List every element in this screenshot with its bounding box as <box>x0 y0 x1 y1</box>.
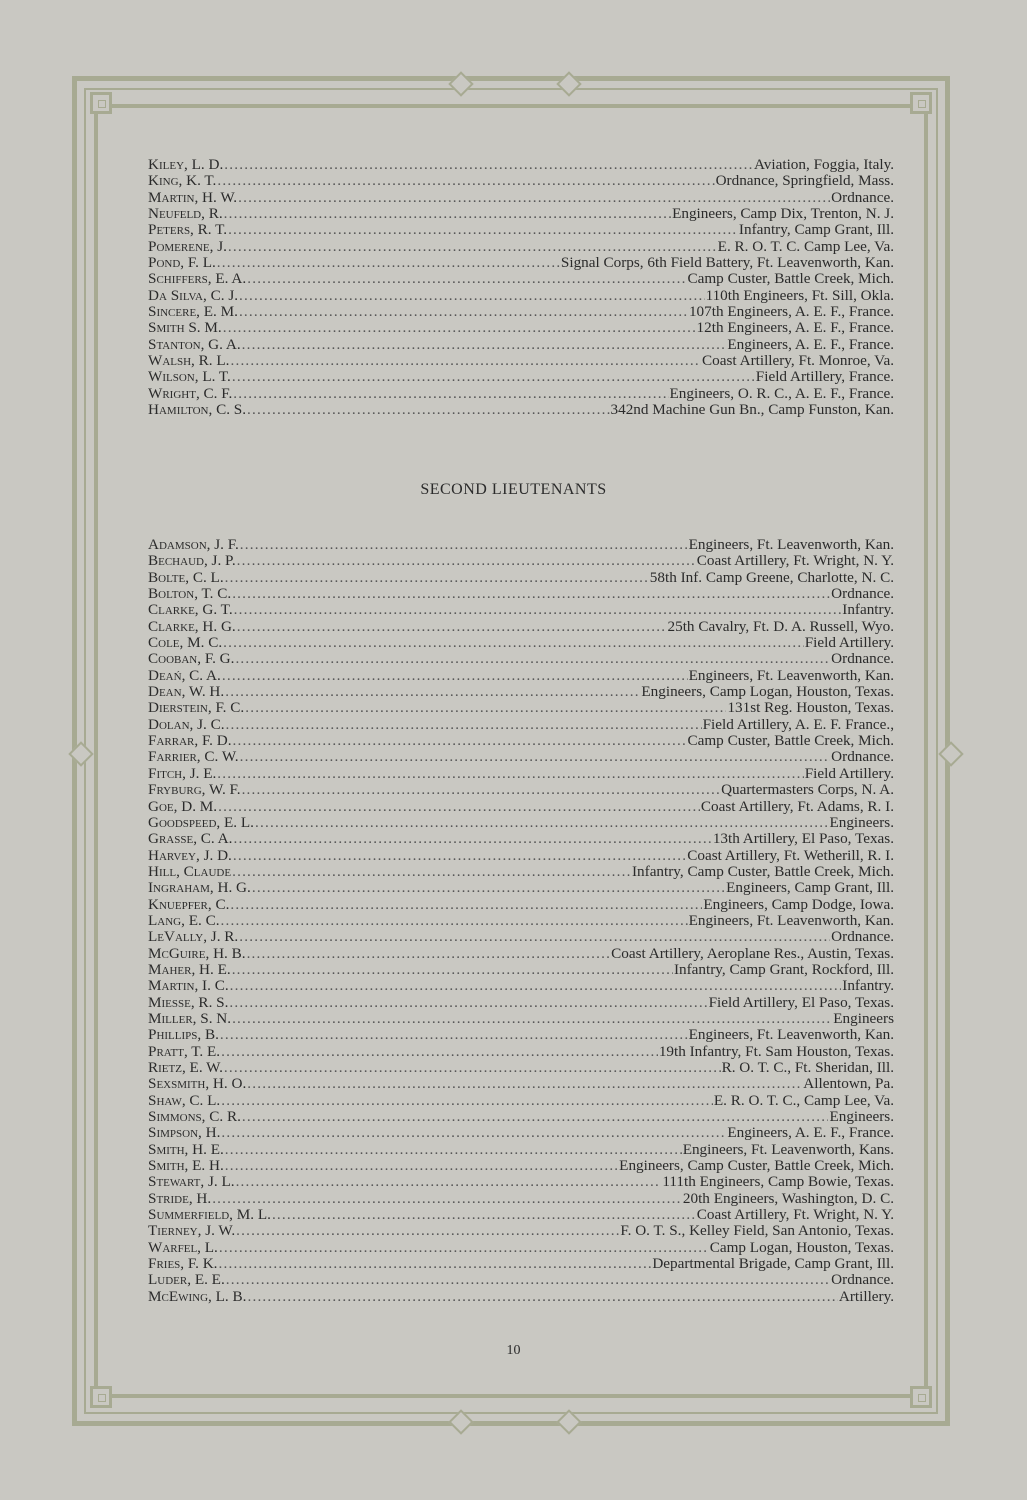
list-row <box>148 402 894 418</box>
dot-leader <box>242 782 721 798</box>
list-row <box>148 157 894 173</box>
assignment-location: Engineers. <box>829 1108 894 1126</box>
assignment-location: Infantry. <box>842 601 894 619</box>
assignment-location: Quartermasters Corps, N. A. <box>721 781 894 799</box>
list-row <box>148 978 894 994</box>
officer-name: Smith S. M. <box>148 319 222 337</box>
officer-name: Stewart, J. L. <box>148 1173 235 1191</box>
list-row <box>148 766 894 782</box>
list-row <box>148 537 894 553</box>
assignment-location: Field Artillery. <box>804 634 894 652</box>
list-row <box>148 1027 894 1043</box>
list-row <box>148 386 894 402</box>
dot-leader <box>237 553 696 569</box>
list-row <box>148 586 894 602</box>
list-row <box>148 962 894 978</box>
dot-leader <box>247 1076 802 1092</box>
assignment-location: Camp Logan, Houston, Texas. <box>709 1238 894 1256</box>
dot-leader <box>230 353 701 369</box>
officer-name: Luder, E. E. <box>148 1271 225 1289</box>
assignment-location: Departmental Brigade, Camp Grant, Ill. <box>652 1255 894 1273</box>
list-row <box>148 1125 894 1141</box>
officer-name: Fitch, J. E. <box>148 764 217 782</box>
assignment-location: Signal Corps, 6th Field Battery, Ft. Leavenworth, Kan. <box>560 254 894 272</box>
officer-name: Martin, H. W. <box>148 188 238 206</box>
assignment-location: 19th Infantry, Ft. Sam Houston, Texas. <box>658 1042 894 1060</box>
dot-leader <box>221 1125 726 1141</box>
dot-leader <box>230 897 702 913</box>
assignment-location: 111th Engineers, Camp Bowie, Texas. <box>662 1173 894 1191</box>
officer-name: Pomerene, J. <box>148 237 227 255</box>
assignment-location: Engineers. <box>829 813 894 831</box>
assignment-location: Coast Artillery, Ft. Wright, N. Y. <box>696 552 894 570</box>
list-row <box>148 700 894 716</box>
officer-name: Smith, H. E. <box>148 1140 224 1158</box>
officer-name: Bechaud, J. P. <box>148 552 236 570</box>
list-row <box>148 1207 894 1223</box>
officer-name: Smith, E. H. <box>148 1157 224 1175</box>
officer-name: Sexsmith, H. O. <box>148 1075 247 1093</box>
dot-leader <box>218 1256 651 1272</box>
section-heading: SECOND LIEUTENANTS <box>420 481 607 498</box>
list-row <box>148 288 894 304</box>
assignment-location: R. O. T. C., Ft. Sheridan, Ill. <box>721 1059 894 1076</box>
list-row <box>148 880 894 896</box>
dot-leader <box>232 369 755 385</box>
list-row <box>148 619 894 635</box>
list-row <box>148 717 894 733</box>
assignment-location: Engineers, Camp Grant, Ill. <box>726 879 894 897</box>
dot-leader <box>247 1289 837 1305</box>
list-row <box>148 1174 894 1190</box>
assignment-location: 107th Engineers, A. E. F., France. <box>688 303 894 321</box>
officer-name: Sincere, E. M. <box>148 303 238 321</box>
dot-leader <box>240 537 688 553</box>
dot-leader <box>245 700 726 716</box>
assignment-location: Ordnance, Springfield, Mass. <box>715 172 894 190</box>
list-row <box>148 337 894 353</box>
dot-leader <box>224 1060 721 1076</box>
assignment-location: Engineers, Ft. Leavenworth, Kan. <box>688 911 894 929</box>
dot-leader <box>218 799 700 815</box>
assignment-location: Camp Custer, Battle Creek, Mich. <box>687 732 894 750</box>
officer-name: Goodspeed, E. L. <box>148 813 254 831</box>
dot-leader <box>223 320 696 336</box>
assignment-location: Infantry, Camp Grant, Ill. <box>738 221 894 239</box>
assignment-location: F. O. T. S., Kelley Field, San Antonio, Texas. <box>620 1222 894 1240</box>
assignment-location: 25th Cavalry, Ft. D. A. Russell, Wyo. <box>667 617 894 635</box>
dot-leader <box>255 815 829 831</box>
list-row <box>148 369 894 385</box>
officer-name: Stanton, G. A. <box>148 335 241 353</box>
officer-name: Miesse, R. S. <box>148 993 229 1011</box>
list-row <box>148 831 894 847</box>
list-row <box>148 815 894 831</box>
list-row <box>148 635 894 651</box>
officer-name: LeVally, J. R. <box>148 928 239 946</box>
officer-name: Rietz, E. W. <box>148 1059 223 1076</box>
dot-leader <box>236 1174 662 1190</box>
officer-name: Schiffers, E. A. <box>148 270 247 288</box>
dot-leader <box>226 717 702 733</box>
dot-leader <box>247 946 611 962</box>
assignment-location: Ordnance. <box>831 928 894 946</box>
dot-leader <box>223 635 804 651</box>
officer-name: McEwing, L. B. <box>148 1287 247 1305</box>
dot-leader <box>239 929 830 945</box>
assignment-location: Engineers, Ft. Leavenworth, Kan. <box>688 666 894 684</box>
list-row <box>148 1256 894 1272</box>
dot-leader <box>237 619 667 635</box>
officer-name: Hamilton, C. S. <box>148 401 247 419</box>
officer-name: Goe, D. M. <box>148 797 218 815</box>
assignment-location: Coast Artillery, Aeroplane Res., Austin, Texas. <box>611 944 894 962</box>
officer-name: Neufeld, R. <box>148 205 223 223</box>
assignment-location: Engineers, Ft. Leavenworth, Kan. <box>688 1026 894 1044</box>
dot-leader <box>212 1191 682 1207</box>
list-row <box>148 255 894 271</box>
corner-ornament-icon <box>910 1386 932 1408</box>
assignment-location: Coast Artillery, Ft. Monroe, Va. <box>702 352 894 370</box>
officer-name: Stride, H. <box>148 1189 212 1207</box>
assignment-location: Field Artillery, France. <box>755 368 894 386</box>
officer-name: Simmons, C. R. <box>148 1108 241 1126</box>
list-row <box>148 782 894 798</box>
assignment-location: Ordnance. <box>831 1271 894 1289</box>
list-row <box>148 1093 894 1109</box>
assignment-location: Infantry, Camp Grant, Rockford, Ill. <box>673 960 894 978</box>
officer-name: Cole, M. C. <box>148 634 223 652</box>
list-row <box>148 897 894 913</box>
assignment-location: Camp Custer, Battle Creek, Mich. <box>687 270 894 288</box>
dot-leader <box>230 978 842 994</box>
officer-name: Dean, W. H. <box>148 683 225 701</box>
dot-leader <box>217 173 714 189</box>
dot-leader <box>239 304 688 320</box>
list-row <box>148 749 894 765</box>
dot-leader <box>229 995 707 1011</box>
dot-leader <box>224 206 671 222</box>
list-row <box>148 1060 894 1076</box>
dot-leader <box>222 668 688 684</box>
assignment-location: Engineers, A. E. F., France. <box>727 335 894 353</box>
officer-name: Bolte, C. L. <box>148 568 224 586</box>
officer-name: Fryburg, W. F. <box>148 781 241 799</box>
list-row <box>148 553 894 569</box>
officer-name: King, K. T. <box>148 172 217 190</box>
officer-name: Phillips, B. <box>148 1026 219 1044</box>
officer-name: Tierney, J. W. <box>148 1222 236 1240</box>
officer-name: Wilson, L. T. <box>148 368 231 386</box>
dot-leader <box>242 1109 829 1125</box>
assignment-location: 131st Reg. Houston, Texas. <box>727 699 894 717</box>
list-row <box>148 651 894 667</box>
officer-name: Grasse, C. A. <box>148 830 233 848</box>
officer-name: Ingraham, H. G. <box>148 879 251 897</box>
dot-leader <box>236 1223 619 1239</box>
dot-leader <box>225 1158 618 1174</box>
list-row <box>148 864 894 880</box>
officer-name: Pratt, T. E. <box>148 1042 221 1060</box>
assignment-location: Engineers, A. E. F., France. <box>727 1124 894 1142</box>
dot-leader <box>233 848 686 864</box>
officer-name: McGuire, H. B. <box>148 944 246 962</box>
list-row <box>148 353 894 369</box>
dot-leader <box>235 651 830 667</box>
list-row <box>148 190 894 206</box>
assignment-location: Field Artillery, A. E. F. France., <box>702 715 894 733</box>
officer-name: Fries, F. K. <box>148 1255 218 1273</box>
list-row <box>148 799 894 815</box>
officer-name: Harvey, J. D. <box>148 846 232 864</box>
assignment-location: Engineers, O. R. C., A. E. F., France. <box>669 384 894 402</box>
officer-name: Adamson, J. F. <box>148 536 239 553</box>
list-row <box>148 1289 894 1305</box>
assignment-location: Engineers <box>833 1009 894 1027</box>
corner-ornament-icon <box>90 1386 112 1408</box>
list-row <box>148 1240 894 1256</box>
officer-name: Dolan, J. C. <box>148 715 225 733</box>
assignment-location: Field Artillery. <box>804 764 894 782</box>
assignment-location: Ordnance. <box>831 585 894 603</box>
officer-name: Cooban, F. G. <box>148 650 235 668</box>
dot-leader <box>232 586 830 602</box>
assignment-location: 20th Engineers, Washington, D. C. <box>682 1189 894 1207</box>
list-row <box>148 684 894 700</box>
dot-leader <box>233 831 711 847</box>
assignment-location: 342nd Machine Gun Bn., Camp Funston, Kan. <box>610 401 894 419</box>
dot-leader <box>234 602 842 618</box>
assignment-location: E. R. O. T. C. Camp Lee, Va. <box>717 237 894 255</box>
list-row <box>148 1223 894 1239</box>
list-row <box>148 995 894 1011</box>
assignment-location: Engineers, Ft. Leavenworth, Kans. <box>682 1140 894 1158</box>
dot-leader <box>238 190 830 206</box>
dot-leader <box>228 239 717 255</box>
assignment-location: Coast Artillery, Ft. Adams, R. I. <box>700 797 894 815</box>
assignment-location: Field Artillery, El Paso, Texas. <box>708 993 894 1011</box>
dot-leader <box>219 1240 709 1256</box>
list-row <box>148 1142 894 1158</box>
list-row <box>148 913 894 929</box>
assignment-location: Coast Artillery, Ft. Wright, N. Y. <box>696 1206 894 1224</box>
officer-name: Walsh, R. L. <box>148 352 230 370</box>
assignment-location: Ordnance. <box>831 188 894 206</box>
list-row <box>148 304 894 320</box>
assignment-location: Engineers, Camp Custer, Battle Creek, Mich. <box>619 1157 894 1175</box>
dot-leader <box>221 1093 713 1109</box>
dot-leader <box>247 402 609 418</box>
officer-name: Knuepfer, C. <box>148 895 230 913</box>
assignment-location: Coast Artillery, Ft. Wetherill, R. I. <box>687 846 894 864</box>
corner-ornament-icon <box>910 92 932 114</box>
officer-name: Shaw, C. L. <box>148 1091 221 1109</box>
dot-leader <box>220 1027 688 1043</box>
list-row <box>148 929 894 945</box>
assignment-location: Engineers, Camp Logan, Houston, Texas. <box>641 683 894 701</box>
assignment-location: 58th Inf. Camp Greene, Charlotte, N. C. <box>649 568 894 586</box>
assignment-location: Infantry. <box>842 977 894 995</box>
dot-leader <box>226 1272 830 1288</box>
page-number: 10 <box>506 1343 521 1358</box>
list-row <box>148 1272 894 1288</box>
officer-name: Clarke, H. G. <box>148 617 236 635</box>
dot-leader <box>252 880 725 896</box>
assignment-location: Allentown, Pa. <box>803 1075 894 1093</box>
assignment-location: Infantry, Camp Custer, Battle Creek, Mich. <box>631 862 894 880</box>
officer-name: Maher, H. E. <box>148 960 231 978</box>
officer-name: Lang, E. C. <box>148 911 220 929</box>
list-row <box>148 173 894 189</box>
officer-name: Hill, Claude <box>148 862 232 880</box>
assignment-location: Engineers, Camp Dodge, Iowa. <box>703 895 894 913</box>
assignment-location: 13th Artillery, El Paso, Texas. <box>712 830 894 848</box>
list-row <box>148 320 894 336</box>
list-row <box>148 1044 894 1060</box>
list-row <box>148 946 894 962</box>
list-row <box>148 239 894 255</box>
list-row <box>148 570 894 586</box>
officer-name: Clarke, G. T. <box>148 601 233 619</box>
second-lieutenants-list <box>148 537 894 1305</box>
list-row <box>148 733 894 749</box>
dot-leader <box>224 157 753 173</box>
list-row <box>148 1076 894 1092</box>
dot-leader <box>242 337 727 353</box>
dot-leader <box>232 962 673 978</box>
officer-name: Simpson, H. <box>148 1124 221 1142</box>
officer-name: Da Silva, C. J. <box>148 286 239 304</box>
officer-name: Peters, R. T. <box>148 221 228 239</box>
officer-name: Wright, C. F. <box>148 384 233 402</box>
assignment-location: 110th Engineers, Ft. Sill, Okla. <box>705 286 894 304</box>
dot-leader <box>233 733 687 749</box>
dot-leader <box>221 913 688 929</box>
list-row <box>148 206 894 222</box>
dot-leader <box>225 684 640 700</box>
officer-name: Bolton, T. C. <box>148 585 232 603</box>
assignment-location: Ordnance. <box>831 650 894 668</box>
dot-leader <box>233 386 668 402</box>
officer-name: Kiley, L. D. <box>148 156 224 173</box>
dot-leader <box>221 1044 658 1060</box>
dot-leader <box>239 288 705 304</box>
dot-leader <box>232 1011 832 1027</box>
assignment-location: Engineers, Camp Dix, Trenton, N. J. <box>672 205 894 223</box>
list-row <box>148 1191 894 1207</box>
officer-name: Farrar, F. D. <box>148 732 232 750</box>
dot-leader <box>225 570 649 586</box>
list-row <box>148 1109 894 1125</box>
officer-name: Warfel, L. <box>148 1238 218 1256</box>
assignment-location: Ordnance. <box>831 748 894 766</box>
assignment-location: Artillery. <box>838 1287 894 1305</box>
list-row <box>148 222 894 238</box>
officer-name: Dierstein, F. C. <box>148 699 245 717</box>
officer-name: Farrier, C. W. <box>148 748 239 766</box>
list-row <box>148 848 894 864</box>
assignment-location: 12th Engineers, A. E. F., France. <box>696 319 894 337</box>
assignment-location: E. R. O. T. C., Camp Lee, Va. <box>713 1091 894 1109</box>
dot-leader <box>217 255 560 271</box>
list-row <box>148 602 894 618</box>
assignment-location: Engineers, Ft. Leavenworth, Kan. <box>688 536 894 553</box>
dot-leader <box>217 766 803 782</box>
corner-ornament-icon <box>90 92 112 114</box>
dot-leader <box>232 864 631 880</box>
dot-leader <box>247 271 686 287</box>
dot-leader <box>225 1142 682 1158</box>
officer-name: Deań, C. A. <box>148 666 221 684</box>
list-row <box>148 668 894 684</box>
list-row <box>148 1011 894 1027</box>
dot-leader <box>272 1207 696 1223</box>
officer-name: Summerfield, M. L. <box>148 1206 271 1224</box>
officer-list-top <box>148 157 894 419</box>
dot-leader <box>228 222 738 238</box>
officer-name: Miller, S. N. <box>148 1009 232 1027</box>
officer-name: Pond, F. L. <box>148 254 216 272</box>
dot-leader <box>240 749 831 765</box>
list-row <box>148 271 894 287</box>
officer-name: Martin, I. C. <box>148 977 229 995</box>
assignment-location: Aviation, Foggia, Italy. <box>753 156 894 173</box>
list-row <box>148 1158 894 1174</box>
